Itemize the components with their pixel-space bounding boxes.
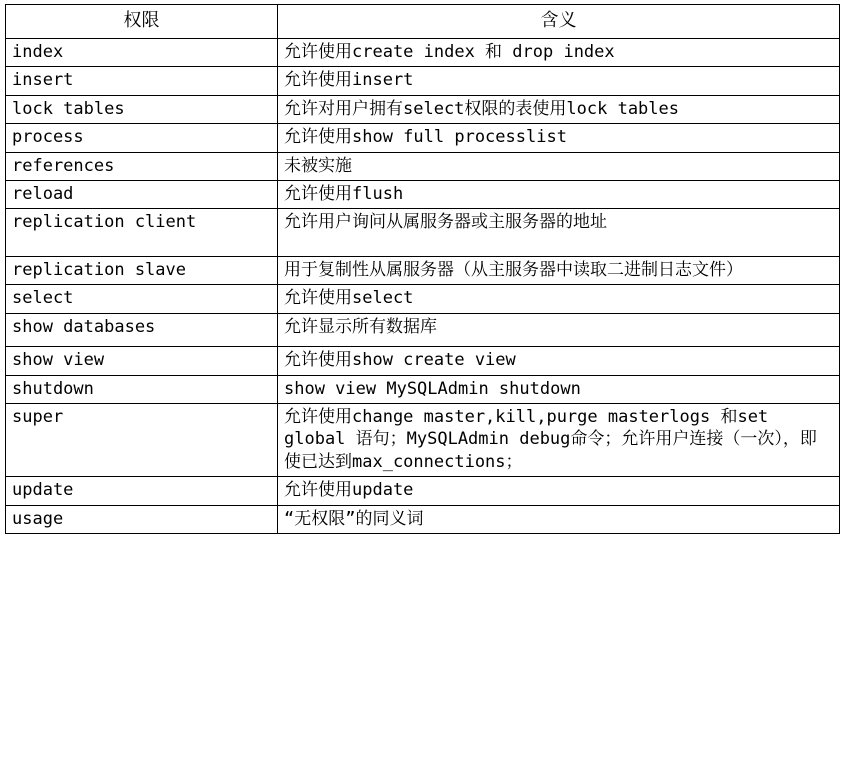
cell-privilege [6, 404, 278, 477]
table-row [6, 209, 840, 256]
cell-privilege [6, 152, 278, 180]
cell-privilege [6, 477, 278, 505]
privilege-text: references [12, 155, 115, 176]
meaning-text: 允许显示所有数据库 [284, 316, 437, 337]
table-row [6, 285, 840, 313]
table-row [6, 477, 840, 505]
table-body [6, 38, 840, 533]
privilege-text: super [12, 407, 64, 427]
table-row [6, 505, 840, 533]
table-row [6, 256, 840, 284]
column-header-privilege: 权限 [6, 5, 278, 39]
meaning-text: show view MySQLAdmin shutdown [284, 378, 581, 399]
cell-meaning [278, 375, 840, 403]
table-row [6, 95, 840, 123]
meaning-text: 允许使用show full processlist [284, 127, 567, 148]
privilege-text: replication client [12, 212, 197, 233]
table-row [6, 375, 840, 403]
meaning-text: 允许对用户拥有select权限的表使用lock tables [284, 98, 679, 119]
cell-privilege [6, 124, 278, 152]
meaning-text: 允许使用create index 和 drop index [284, 41, 615, 62]
privilege-text: replication slave [12, 259, 186, 280]
cell-meaning [278, 285, 840, 313]
privilege-text: insert [12, 70, 74, 91]
meaning-text: “无权限”的同义词 [284, 508, 424, 529]
table-row [6, 152, 840, 180]
cell-privilege [6, 256, 278, 284]
cell-privilege [6, 38, 278, 66]
table-row [6, 67, 840, 95]
privilege-text: select [12, 288, 74, 309]
cell-meaning [278, 313, 840, 346]
meaning-text: 未被实施 [284, 155, 352, 176]
cell-meaning [278, 67, 840, 95]
cell-meaning [278, 95, 840, 123]
cell-privilege [6, 209, 278, 256]
table-row [6, 404, 840, 477]
cell-meaning [278, 38, 840, 66]
table-header-row [6, 5, 840, 39]
privilege-text: show databases [12, 316, 156, 337]
cell-privilege [6, 95, 278, 123]
meaning-text: 允许使用show create view [284, 350, 516, 371]
meaning-text: 用于复制性从属服务器（从主服务器中读取二进制日志文件） [284, 259, 743, 280]
cell-privilege [6, 505, 278, 533]
privilege-text: shutdown [12, 378, 94, 399]
privilege-text: show view [12, 350, 105, 371]
table-header [6, 5, 840, 39]
meaning-text: 允许用户询问从属服务器或主服务器的地址 [284, 212, 607, 233]
cell-privilege [6, 347, 278, 375]
table-row [6, 347, 840, 375]
cell-privilege [6, 180, 278, 208]
cell-meaning [278, 152, 840, 180]
cell-meaning [278, 404, 840, 477]
cell-meaning [278, 209, 840, 256]
privilege-text: process [12, 127, 84, 148]
privilege-text: update [12, 480, 74, 501]
privilege-text: lock tables [12, 98, 125, 119]
cell-meaning [278, 180, 840, 208]
meaning-text: 允许使用select [284, 288, 414, 309]
privilege-text: reload [12, 183, 74, 204]
cell-meaning [278, 505, 840, 533]
cell-meaning [278, 256, 840, 284]
table-row [6, 313, 840, 346]
cell-privilege [6, 313, 278, 346]
meaning-text: 允许使用change master,kill,purge masterlogs 和set global 语句；MySQLAdmin debug命令；允许用户连接（一次），即使已达到max_connections； [284, 407, 817, 472]
meaning-text: 允许使用insert [284, 70, 414, 91]
cell-meaning [278, 347, 840, 375]
cell-meaning [278, 124, 840, 152]
privileges-table [5, 4, 840, 534]
table-row [6, 38, 840, 66]
cell-privilege [6, 285, 278, 313]
cell-meaning [278, 477, 840, 505]
table-row [6, 180, 840, 208]
privilege-text: usage [12, 508, 64, 529]
cell-privilege [6, 375, 278, 403]
column-header-meaning: 含义 [278, 5, 840, 39]
meaning-text: 允许使用update [284, 480, 414, 501]
cell-privilege [6, 67, 278, 95]
meaning-text: 允许使用flush [284, 183, 404, 204]
table-row [6, 124, 840, 152]
privilege-text: index [12, 41, 64, 62]
